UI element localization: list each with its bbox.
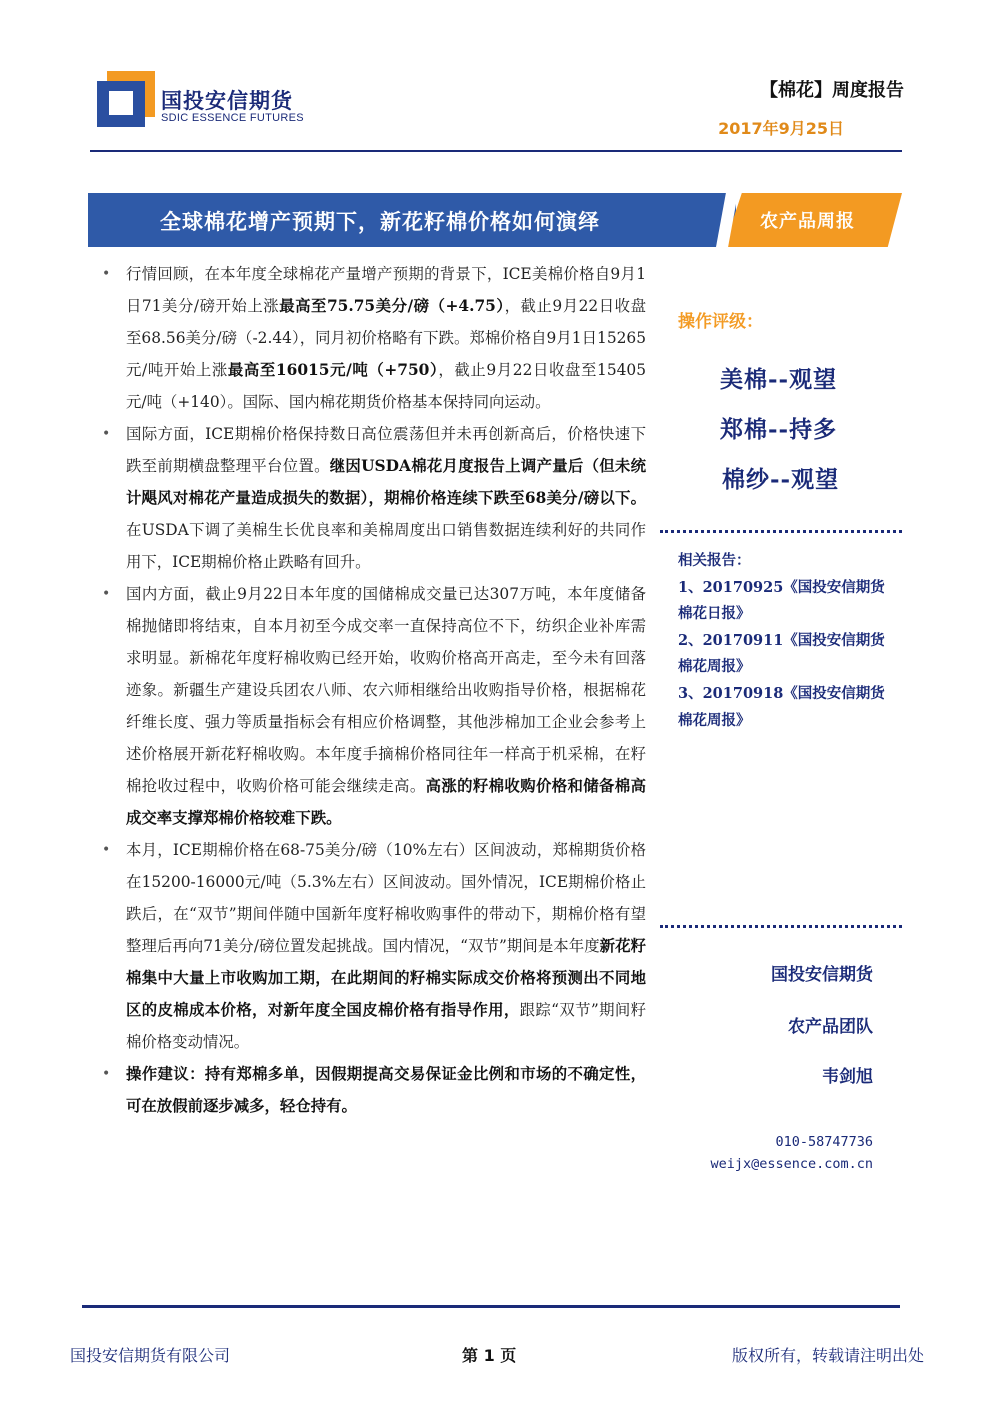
bullet-dot-icon: • (102, 586, 111, 602)
bullet-dot-icon: • (102, 426, 111, 442)
rating-cotton-yarn: 棉纱--观望 (722, 466, 840, 493)
text-segment: ，截止9月22日收盘至68.56美分/磅（-2.44），同月初价格略有下跌。郑棉价格自9月1日15265元/吨开始上涨 (126, 297, 646, 379)
bullet-international (98, 418, 646, 578)
related-heading: 相关报告： (678, 552, 751, 569)
report-category-tag: 农产品周报 (760, 211, 855, 232)
logo-text-cn: 国投安信期货 (161, 89, 293, 113)
related-report-link[interactable]: 3、20170918《国投安信期货棉花周报》 (678, 684, 885, 729)
contact-organization: 国投安信期货 (771, 965, 873, 985)
rating-zhengzhou-cotton: 郑棉--持多 (720, 416, 838, 443)
text-segment-bold: 最高至16015元/吨（+750） (227, 361, 439, 379)
text-segment: ，截止9月22日收盘至15405元/吨（+140）。国际、国内棉花期货价格基本保持同向运动。 (126, 361, 646, 411)
bullet-dot-icon: • (102, 842, 111, 858)
text-segment: 国内方面，截止9月22日本年度的国储棉成交量已达307万吨，本年度储备棉抛储即将结束，自本月初至今成交率一直保持高位不下，纺织企业补库需求明显。新棉花年度籽棉收购已经开始，收购价格高开高走，至今未有回落迹象。新疆生产建设兵团农八师、农六师相继给出收购指导价格，根据棉花纤维长度、强力等质量指标会有相应价格调整，其他涉棉加工企业会参考上述价格展开新花籽棉收购。本年度手摘棉价格同往年一样高于机采棉，在籽棉抢收过程中，收购价格可能会继续走高。 (126, 585, 646, 795)
page-number: 第 1 页 (462, 1346, 517, 1365)
report-type: 【棉花】周度报告 (760, 80, 904, 101)
bullet-dot-icon: • (102, 266, 111, 282)
contact-phone: 010-58747736 (775, 1134, 873, 1150)
rating-heading: 操作评级： (678, 312, 763, 332)
company-logo (97, 71, 317, 131)
title-banner (88, 193, 902, 247)
report-title: 全球棉花增产预期下，新花籽棉价格如何演绎 (160, 210, 600, 234)
footer-company: 国投安信期货有限公司 (70, 1346, 231, 1365)
header-divider (90, 150, 902, 152)
contact-analyst-name: 韦剑旭 (822, 1067, 873, 1087)
text-segment: 本月，ICE期棉价格在68-75美分/磅（10%左右）区间波动，郑棉期货价格在15200-16000元/吨（5.3%左右）区间波动。国外情况，ICE期棉价格止跌后，在“双节”期间伴随中国新年度籽棉收购事件的带动下，期棉价格有望整理后再向71美分/磅位置发起挑战。国内情况，“双节”期间是本年度 (126, 841, 646, 955)
text-segment-bold: 高涨的籽棉收购价格和储备棉高成交率支撑郑棉价格较难下跌。 (126, 777, 646, 827)
rating-us-cotton: 美棉--观望 (720, 366, 838, 393)
related-report-link[interactable]: 1、20170925《国投安信期货棉花日报》 (678, 578, 885, 623)
sdic-logo-icon (97, 71, 155, 127)
related-reports (678, 548, 898, 734)
bullet-domestic (98, 578, 646, 834)
report-date: 2017年9月25日 (718, 119, 844, 138)
text-segment: 行情回顾，在本年度全球棉花产量增产预期的背景下，ICE美棉价格自9月1日71美分/磅开始上涨 (126, 265, 646, 315)
text-segment-bold: 新花籽棉集中大量上市收购加工期，在此期间的籽棉实际成交价格将预测出不同地区的皮棉成本价格，对新年度全国皮棉价格有指导作用， (126, 937, 646, 1019)
contact-email[interactable]: weijx@essence.com.cn (710, 1156, 873, 1172)
main-content (98, 258, 646, 1122)
sidebar-divider (660, 925, 902, 928)
text-segment: 跟踪“双节”期间籽棉价格变动情况。 (126, 1001, 646, 1051)
related-report-link[interactable]: 2、20170911《国投安信期货棉花周报》 (678, 631, 885, 676)
sidebar-divider (660, 530, 902, 533)
text-segment-bold: 最高至75.75美分/磅（+4.75） (279, 297, 505, 315)
text-segment-bold: 操作建议：持有郑棉多单，因假期提高交易保证金比例和市场的不确定性，可在放假前逐步减多，轻仓持有。 (126, 1065, 646, 1115)
text-segment-bold: 继因USDA棉花月度报告上调产量后（但未统计飓风对棉花产量造成损失的数据），期棉价格连续下跌至68美分/磅以下。 (126, 457, 646, 507)
footer-divider (82, 1305, 900, 1308)
bullet-market-review (98, 258, 646, 418)
logo-text-en: SDIC ESSENCE FUTURES (161, 112, 304, 124)
bullet-outlook (98, 834, 646, 1058)
contact-team: 农产品团队 (788, 1017, 873, 1037)
text-segment: 国际方面，ICE期棉价格保持数日高位震荡但并未再创新高后，价格快速下跌至前期横盘整理平台位置。 (126, 425, 646, 475)
bullet-trading-advice (98, 1058, 646, 1122)
bullet-dot-icon: • (102, 1066, 111, 1082)
text-segment: 在USDA下调了美棉生长优良率和美棉周度出口销售数据连续利好的共同作用下，ICE期棉价格止跌略有回升。 (126, 521, 646, 571)
footer-copyright: 版权所有，转载请注明出处 (731, 1346, 924, 1365)
